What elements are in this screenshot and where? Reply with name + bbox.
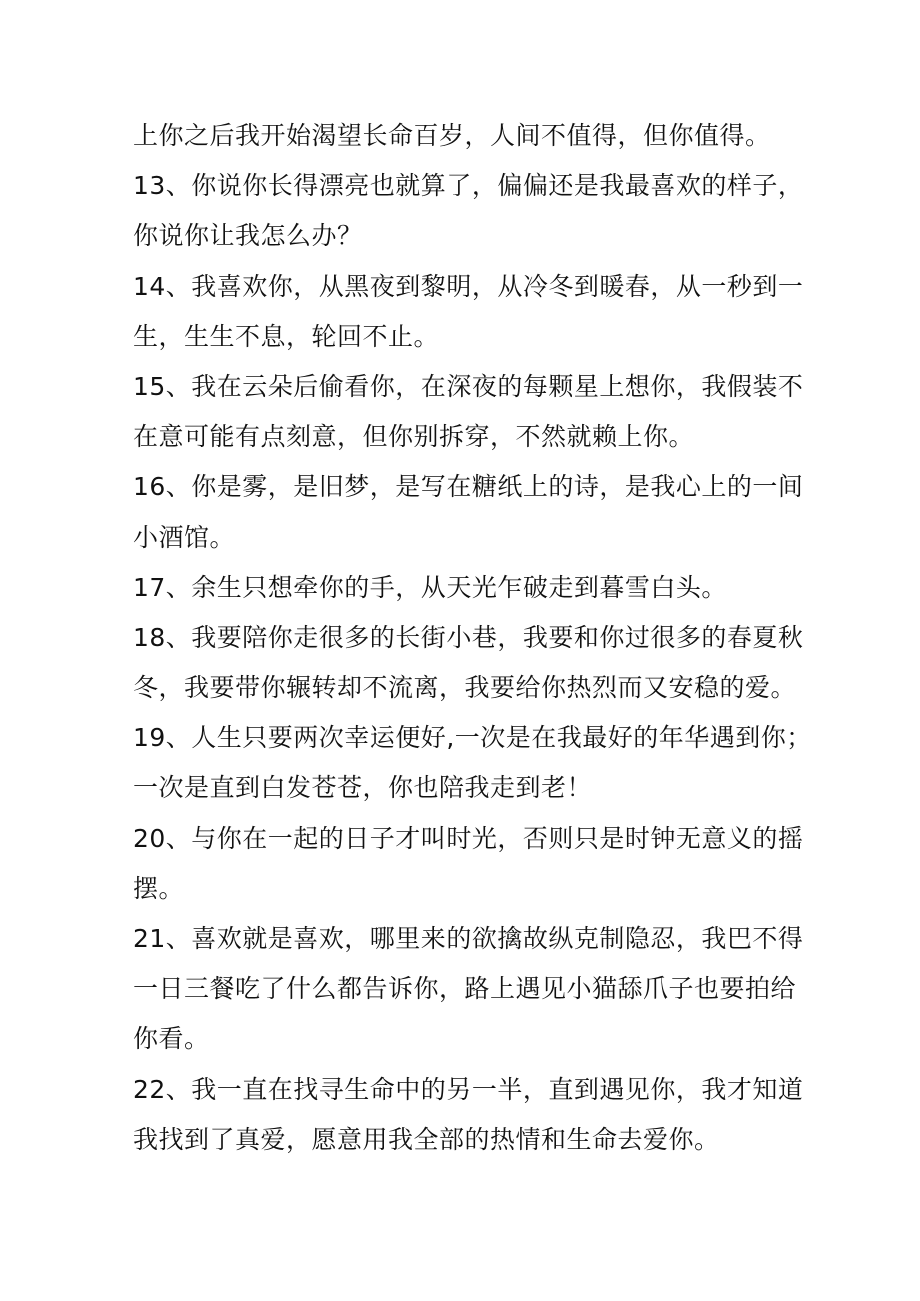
text-line: 16、你是雾，是旧梦，是写在糖纸上的诗，是我心上的一间 [133, 472, 804, 502]
document-body [133, 111, 813, 1165]
text-line: 14、我喜欢你，从黑夜到黎明，从冷冬到暖春，从一秒到一 [133, 271, 804, 301]
text-line: 18、我要陪你走很多的长街小巷，我要和你过很多的春夏秋 [133, 622, 804, 652]
text-line: 一日三餐吃了什么都告诉你，路上遇见小猫舔爪子也要拍给 [133, 974, 797, 1004]
text-line: 21、喜欢就是喜欢，哪里来的欲擒故纵克制隐忍，我巴不得 [133, 924, 804, 953]
text-line: 我找到了真爱，愿意用我全部的热情和生命去爱你。 [133, 1124, 720, 1154]
text-line: 一次是直到白发苍苍，你也陪我走到老！ [133, 773, 593, 803]
text-line: 13、你说你长得漂亮也就算了，偏偏还是我最喜欢的样子， [133, 171, 804, 201]
text-line: 小酒馆。 [133, 522, 236, 552]
text-line: 15、我在云朵后偷看你，在深夜的每颗星上想你，我假装不 [133, 371, 804, 401]
text-line: 你看。 [133, 1024, 210, 1054]
text-line: 在意可能有点刻意，但你别拆穿，不然就赖上你。 [133, 422, 695, 452]
text-line: 冬，我要带你辗转却不流离，我要给你热烈而又安稳的爱。 [133, 673, 797, 703]
text-line: 17、余生只想牵你的手，从天光乍破走到暮雪白头。 [133, 572, 727, 602]
text-line: 摆。 [133, 873, 185, 903]
text-line: 生，生生不息，轮回不止。 [133, 321, 440, 351]
text-line: 你说你让我怎么办？ [133, 221, 363, 251]
text-line: 19、人生只要两次幸运便好,一次是在我最好的年华遇到你； [133, 723, 812, 753]
text-line: 22、我一直在找寻生命中的另一半，直到遇见你，我才知道 [133, 1074, 804, 1104]
text-line: 上你之后我开始渴望长命百岁，人间不值得，但你值得。 [133, 121, 771, 150]
text-line: 20、与你在一起的日子才叫时光，否则只是时钟无意义的摇 [133, 823, 804, 853]
